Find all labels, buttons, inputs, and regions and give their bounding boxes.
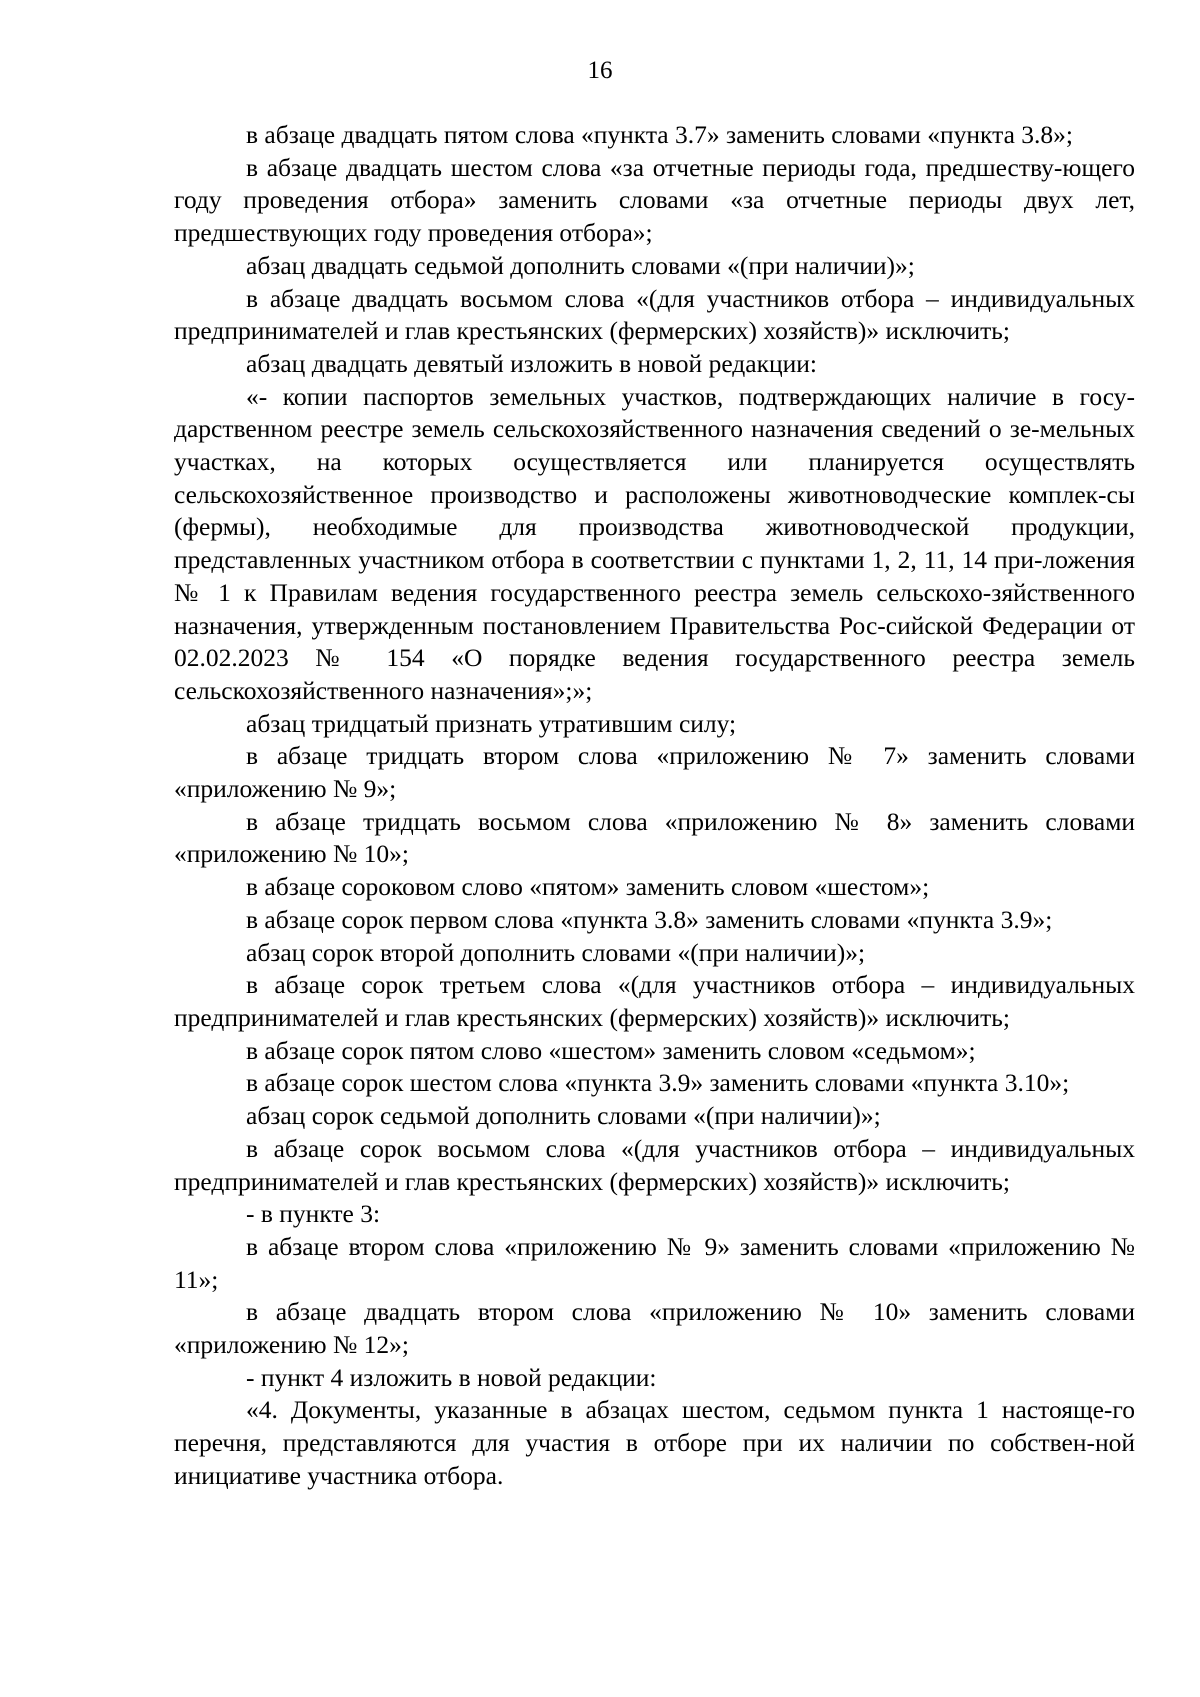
paragraph: в абзаце сорок первом слова «пункта 3.8» заменить словами «пункта 3.9»; xyxy=(246,904,1053,934)
paragraph: абзац двадцать девятый изложить в новой редакции: xyxy=(246,348,818,378)
paragraph: - пункт 4 изложить в новой редакции: xyxy=(246,1362,657,1392)
paragraph: в абзаце сорок пятом слово «шестом» заменить словом «седьмом»; xyxy=(246,1035,976,1065)
paragraph: «4. Документы, указанные в абзацах шестом, седьмом пункта 1 настояще-го перечня, представляются для участия в отборе при их наличии по собствен-ной инициативе участника отбора. xyxy=(174,1395,1135,1490)
paragraph: абзац двадцать седьмой дополнить словами «(при наличии)»; xyxy=(246,250,915,280)
paragraph: «- копии паспортов земельных участков, подтверждающих наличие в госу-дарственном реестре земель сельскохозяйственного назначения сведений о зе-мельных участках, на которых осуществляется или планируется осуществлять сельскохозяйственное производство и расположены животноводческие комплек-сы (фермы), необходимые для производства животноводческой продукции, представленных участником отбора в соответствии с пунктами 1, 2, 11, 14 при-ложения № 1 к Правилам ведения государственного реестра земель сельскохо-зяйственного назначения, утвержденным постановлением Правительства Рос-сийской Федерации от 02.02.2023 № 154 «О порядке ведения государственного реестра земель сельскохозяйственного назначения»;»; xyxy=(174,381,1135,705)
paragraph: в абзаце втором слова «приложению № 9» заменить словами «приложению № 11»; xyxy=(174,1231,1135,1294)
paragraph: абзац сорок седьмой дополнить словами «(при наличии)»; xyxy=(246,1101,881,1131)
paragraph: в абзаце двадцать шестом слова «за отчетные периоды года, предшеству-ющего году проведения отбора» заменить словами «за отчетные периоды двух лет, предшествующих году проведения отбора»; xyxy=(174,152,1135,248)
paragraph: абзац тридцатый признать утратившим силу; xyxy=(246,708,737,738)
paragraph: в абзаце двадцать восьмом слова «(для участников отбора – индивидуальных предпринимателей и глав крестьянских (фермерских) хозяйств)» исключить; xyxy=(174,283,1135,346)
document-body xyxy=(174,119,1135,1493)
paragraph: в абзаце тридцать втором слова «приложению № 7» заменить словами «приложению № 9»; xyxy=(174,741,1135,804)
page-number: 16 xyxy=(587,57,613,84)
paragraph: в абзаце сорок восьмом слова «(для участников отбора – индивидуальных предпринимателей и глав крестьянских (фермерских) хозяйств)» исключить; xyxy=(174,1133,1135,1196)
paragraph: в абзаце двадцать пятом слова «пункта 3.7» заменить словами «пункта 3.8»; xyxy=(246,120,1073,149)
paragraph: в абзаце сороковом слово «пятом» заменить словом «шестом»; xyxy=(246,872,930,902)
paragraph: в абзаце сорок шестом слова «пункта 3.9» заменить словами «пункта 3.10»; xyxy=(246,1068,1070,1098)
paragraph: абзац сорок второй дополнить словами «(при наличии)»; xyxy=(246,937,866,967)
paragraph: - в пункте 3: xyxy=(246,1199,381,1229)
paragraph: в абзаце сорок третьем слова «(для участников отбора – индивидуальных предпринимателей и глав крестьянских (фермерских) хозяйств)» исключить; xyxy=(174,970,1135,1032)
paragraph: в абзаце двадцать втором слова «приложению № 10» заменить словами «приложению № 12»; xyxy=(174,1297,1135,1360)
paragraph: в абзаце тридцать восьмом слова «приложению № 8» заменить словами «приложению № 10»; xyxy=(174,806,1135,869)
